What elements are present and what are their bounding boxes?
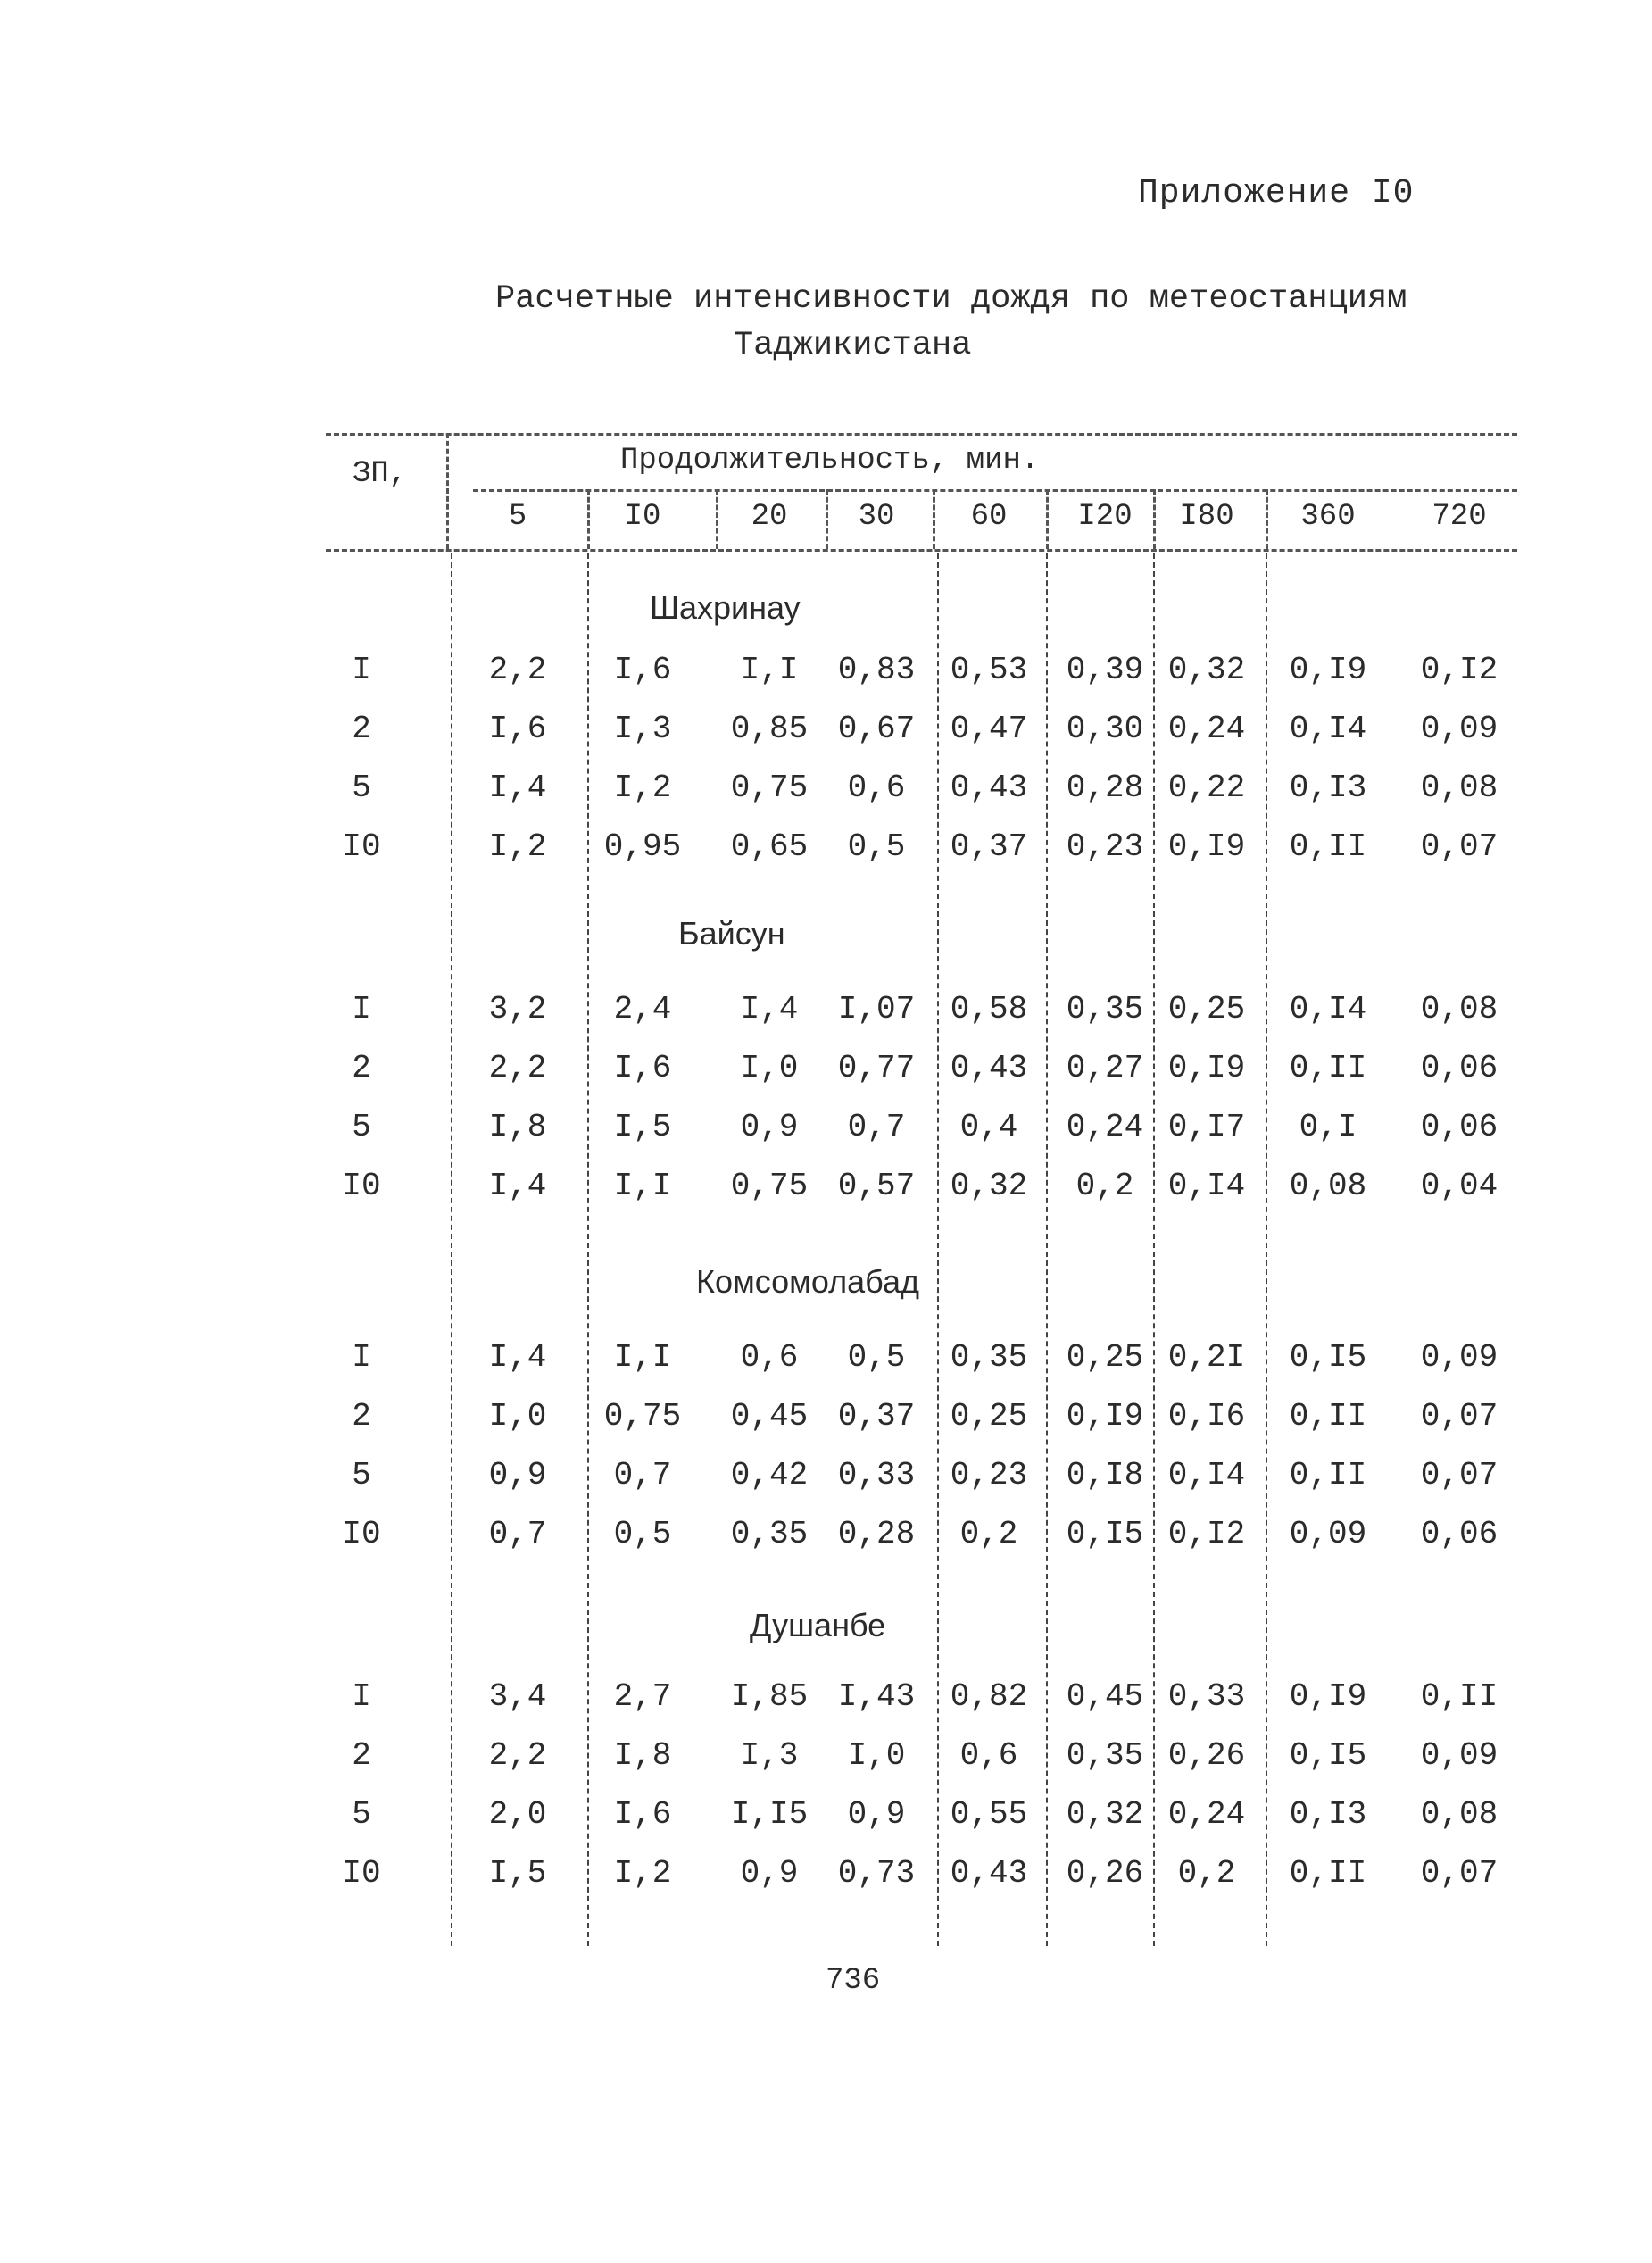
body-column-divider bbox=[587, 553, 589, 1946]
table-cell: 0,08 bbox=[1420, 770, 1498, 806]
table-cell: 0,43 bbox=[950, 770, 1028, 806]
table-cell: 0,24 bbox=[1167, 711, 1246, 747]
table-cell: 0,06 bbox=[1420, 1109, 1498, 1145]
header-column-divider bbox=[1153, 489, 1156, 549]
column-header-3: 20 bbox=[751, 500, 788, 534]
table-cell: 0,9 bbox=[847, 1796, 906, 1833]
table-cell: 0,35 bbox=[730, 1516, 809, 1552]
table-cell: I,2 bbox=[488, 828, 547, 865]
table-cell: 3,2 bbox=[488, 991, 547, 1028]
table-cell: I,5 bbox=[488, 1855, 547, 1892]
table-cell: 0,73 bbox=[837, 1855, 916, 1892]
table-cell: 0,II bbox=[1289, 1855, 1367, 1892]
table-cell: 0,I9 bbox=[1289, 1678, 1367, 1715]
table-cell: 0,65 bbox=[730, 828, 809, 865]
row-p-value: 2 bbox=[352, 1398, 371, 1435]
table-cell: 0,83 bbox=[837, 652, 916, 688]
table-cell: 0,58 bbox=[950, 991, 1028, 1028]
table-cell: 0,I5 bbox=[1066, 1516, 1144, 1552]
table-cell: 0,5 bbox=[847, 828, 906, 865]
table-cell: 0,37 bbox=[837, 1398, 916, 1435]
table-cell: 0,6 bbox=[959, 1737, 1018, 1774]
table-cell: 0,43 bbox=[950, 1855, 1028, 1892]
table-cell: 0,08 bbox=[1289, 1168, 1367, 1204]
table-cell: 0,22 bbox=[1167, 770, 1246, 806]
table-cell: I,2 bbox=[613, 1855, 672, 1892]
table-cell: 0,43 bbox=[950, 1050, 1028, 1086]
table-cell: 0,75 bbox=[603, 1398, 682, 1435]
table-cell: 2,2 bbox=[488, 652, 547, 688]
table-cell: I,6 bbox=[613, 1796, 672, 1833]
table-cell: 0,I9 bbox=[1066, 1398, 1144, 1435]
table-cell: 0,85 bbox=[730, 711, 809, 747]
table-cell: I,I bbox=[613, 1339, 672, 1376]
table-cell: 0,I4 bbox=[1289, 711, 1367, 747]
table-cell: 0,25 bbox=[950, 1398, 1028, 1435]
table-cell: 0,II bbox=[1289, 1050, 1367, 1086]
station-name: Душанбе bbox=[750, 1607, 886, 1643]
table-cell: I,8 bbox=[488, 1109, 547, 1145]
table-cell: 0,I9 bbox=[1167, 828, 1246, 865]
table-cell: 0,39 bbox=[1066, 652, 1144, 688]
table-cell: 2,0 bbox=[488, 1796, 547, 1833]
table-cell: I,5 bbox=[613, 1109, 672, 1145]
table-cell: 0,I4 bbox=[1167, 1457, 1246, 1493]
table-cell: 0,30 bbox=[1066, 711, 1144, 747]
row-p-value: 2 bbox=[352, 711, 371, 747]
column-header-4: 30 bbox=[858, 500, 895, 534]
table-cell: 0,25 bbox=[1167, 991, 1246, 1028]
table-cell: 0,II bbox=[1289, 828, 1367, 865]
table-cell: 0,9 bbox=[740, 1855, 799, 1892]
table-cell: 0,I4 bbox=[1289, 991, 1367, 1028]
table-cell: 0,2 bbox=[1075, 1168, 1134, 1204]
table-cell: 0,24 bbox=[1167, 1796, 1246, 1833]
column-header-7: I80 bbox=[1179, 500, 1234, 534]
table-cell: I,85 bbox=[730, 1678, 809, 1715]
table-cell: 0,06 bbox=[1420, 1050, 1498, 1086]
table-cell: I,I5 bbox=[730, 1796, 809, 1833]
row-p-value: I0 bbox=[342, 1168, 381, 1204]
table-cell: 0,07 bbox=[1420, 1398, 1498, 1435]
table-cell: I,43 bbox=[837, 1678, 916, 1715]
row-p-value: I bbox=[352, 652, 371, 688]
header-mid-rule bbox=[473, 489, 1517, 492]
table-cell: 0,26 bbox=[1167, 1737, 1246, 1774]
table-cell: I,I bbox=[740, 652, 799, 688]
table-cell: 0,07 bbox=[1420, 828, 1498, 865]
station-name: Байсун bbox=[678, 915, 785, 952]
row-p-value: 5 bbox=[352, 770, 371, 806]
table-cell: 0,07 bbox=[1420, 1457, 1498, 1493]
header-column-divider bbox=[933, 489, 935, 549]
table-cell: 0,67 bbox=[837, 711, 916, 747]
table-cell: 0,09 bbox=[1420, 1737, 1498, 1774]
table-cell: I,4 bbox=[488, 1168, 547, 1204]
header-column-divider bbox=[1266, 489, 1268, 549]
row-p-value: 5 bbox=[352, 1796, 371, 1833]
row-p-value: I0 bbox=[342, 828, 381, 865]
table-cell: 0,08 bbox=[1420, 1796, 1498, 1833]
column-header-9: 720 bbox=[1432, 500, 1487, 534]
table-cell: I,0 bbox=[740, 1050, 799, 1086]
body-column-divider bbox=[1046, 553, 1048, 1946]
table-cell: 0,II bbox=[1289, 1457, 1367, 1493]
table-cell: 0,09 bbox=[1420, 711, 1498, 747]
column-header-6: I20 bbox=[1077, 500, 1133, 534]
column-header-5: 60 bbox=[970, 500, 1008, 534]
table-cell: 0,35 bbox=[950, 1339, 1028, 1376]
table-cell: 0,32 bbox=[1066, 1796, 1144, 1833]
table-cell: I,0 bbox=[847, 1737, 906, 1774]
table-cell: 0,23 bbox=[950, 1457, 1028, 1493]
appendix-label: Приложение I0 bbox=[1138, 174, 1415, 212]
table-cell: 0,75 bbox=[730, 1168, 809, 1204]
row-p-value: 2 bbox=[352, 1050, 371, 1086]
table-cell: 0,I9 bbox=[1167, 1050, 1246, 1086]
table-cell: 2,7 bbox=[613, 1678, 672, 1715]
table-cell: 0,I8 bbox=[1066, 1457, 1144, 1493]
table-cell: 0,32 bbox=[950, 1168, 1028, 1204]
body-column-divider bbox=[451, 553, 452, 1946]
table-cell: I,I bbox=[613, 1168, 672, 1204]
table-cell: 0,9 bbox=[488, 1457, 547, 1493]
row-p-value: 5 bbox=[352, 1109, 371, 1145]
table-cell: 0,5 bbox=[613, 1516, 672, 1552]
table-cell: 0,2I bbox=[1167, 1339, 1246, 1376]
table-cell: 0,45 bbox=[1066, 1678, 1144, 1715]
table-cell: 0,82 bbox=[950, 1678, 1028, 1715]
page-number: 736 bbox=[826, 1964, 881, 1998]
header-bottom-rule bbox=[326, 549, 1517, 552]
body-column-divider bbox=[937, 553, 939, 1946]
table-cell: 0,6 bbox=[740, 1339, 799, 1376]
station-name: Шахринау bbox=[650, 589, 801, 626]
table-cell: 0,57 bbox=[837, 1168, 916, 1204]
table-cell: 2,4 bbox=[613, 991, 672, 1028]
title-line-1: Расчетные интенсивности дождя по метеостанциям bbox=[495, 280, 1407, 318]
table-cell: 0,09 bbox=[1420, 1339, 1498, 1376]
row-p-value: I bbox=[352, 1678, 371, 1715]
table-cell: 0,95 bbox=[603, 828, 682, 865]
table-cell: 2,2 bbox=[488, 1737, 547, 1774]
table-cell: 0,06 bbox=[1420, 1516, 1498, 1552]
table-cell: 0,77 bbox=[837, 1050, 916, 1086]
table-cell: 0,28 bbox=[1066, 770, 1144, 806]
table-cell: 0,4 bbox=[959, 1109, 1018, 1145]
row-p-value: I0 bbox=[342, 1855, 381, 1892]
row-p-value: 2 bbox=[352, 1737, 371, 1774]
table-cell: 0,33 bbox=[837, 1457, 916, 1493]
table-cell: 0,I5 bbox=[1289, 1737, 1367, 1774]
body-column-divider bbox=[1153, 553, 1155, 1946]
table-cell: I,3 bbox=[613, 711, 672, 747]
column-header-1: 5 bbox=[508, 500, 527, 534]
table-cell: I,2 bbox=[613, 770, 672, 806]
table-cell: 0,35 bbox=[1066, 991, 1144, 1028]
table-cell: 0,75 bbox=[730, 770, 809, 806]
table-cell: I,6 bbox=[613, 652, 672, 688]
header-column-divider bbox=[716, 489, 718, 549]
table-cell: 0,I7 bbox=[1167, 1109, 1246, 1145]
table-cell: 0,7 bbox=[613, 1457, 672, 1493]
table-cell: 0,42 bbox=[730, 1457, 809, 1493]
table-cell: 0,35 bbox=[1066, 1737, 1144, 1774]
row-p-value: I bbox=[352, 991, 371, 1028]
table-cell: 0,25 bbox=[1066, 1339, 1144, 1376]
table-cell: I,4 bbox=[488, 1339, 547, 1376]
table-cell: 0,47 bbox=[950, 711, 1028, 747]
table-cell: 0,27 bbox=[1066, 1050, 1144, 1086]
table-cell: 0,II bbox=[1289, 1398, 1367, 1435]
table-cell: I,6 bbox=[613, 1050, 672, 1086]
table-cell: 0,2 bbox=[1177, 1855, 1236, 1892]
table-cell: 3,4 bbox=[488, 1678, 547, 1715]
table-cell: 0,26 bbox=[1066, 1855, 1144, 1892]
table-cell: 0,I bbox=[1299, 1109, 1357, 1145]
table-cell: I,8 bbox=[613, 1737, 672, 1774]
table-cell: 0,37 bbox=[950, 828, 1028, 865]
table-cell: I,4 bbox=[488, 770, 547, 806]
table-cell: 0,28 bbox=[837, 1516, 916, 1552]
table-cell: 0,I6 bbox=[1167, 1398, 1246, 1435]
header-column-divider bbox=[587, 489, 590, 549]
table-cell: I,07 bbox=[837, 991, 916, 1028]
header-column-divider bbox=[1046, 489, 1049, 549]
table-cell: 0,7 bbox=[488, 1516, 547, 1552]
p-column-header: ЗП, bbox=[353, 457, 408, 491]
column-header-2: I0 bbox=[624, 500, 661, 534]
table-cell: 0,I3 bbox=[1289, 1796, 1367, 1833]
row-p-value: I0 bbox=[342, 1516, 381, 1552]
table-cell: I,4 bbox=[740, 991, 799, 1028]
table-cell: 0,08 bbox=[1420, 991, 1498, 1028]
table-cell: 0,24 bbox=[1066, 1109, 1144, 1145]
table-top-rule bbox=[326, 433, 1517, 436]
row-p-value: I bbox=[352, 1339, 371, 1376]
table-cell: 0,I5 bbox=[1289, 1339, 1367, 1376]
row-p-value: 5 bbox=[352, 1457, 371, 1493]
table-cell: I,0 bbox=[488, 1398, 547, 1435]
table-cell: 0,07 bbox=[1420, 1855, 1498, 1892]
table-cell: 0,23 bbox=[1066, 828, 1144, 865]
table-cell: 0,33 bbox=[1167, 1678, 1246, 1715]
table-cell: 0,5 bbox=[847, 1339, 906, 1376]
table-cell: 0,53 bbox=[950, 652, 1028, 688]
table-cell: 0,I2 bbox=[1167, 1516, 1246, 1552]
table-cell: 2,2 bbox=[488, 1050, 547, 1086]
table-cell: I,3 bbox=[740, 1737, 799, 1774]
table-cell: 0,I4 bbox=[1167, 1168, 1246, 1204]
table-cell: 0,09 bbox=[1289, 1516, 1367, 1552]
duration-header: Продолжительность, мин. bbox=[620, 444, 1040, 478]
body-column-divider bbox=[1266, 553, 1267, 1946]
title-line-2: Таджикистана bbox=[734, 327, 972, 364]
table-cell: 0,9 bbox=[740, 1109, 799, 1145]
table-cell: 0,45 bbox=[730, 1398, 809, 1435]
table-cell: I,6 bbox=[488, 711, 547, 747]
table-cell: 0,I3 bbox=[1289, 770, 1367, 806]
table-cell: 0,04 bbox=[1420, 1168, 1498, 1204]
table-cell: 0,6 bbox=[847, 770, 906, 806]
header-column-divider bbox=[446, 433, 449, 549]
table-cell: 0,I2 bbox=[1420, 652, 1498, 688]
header-column-divider bbox=[826, 489, 828, 549]
table-cell: 0,I9 bbox=[1289, 652, 1367, 688]
column-header-8: 360 bbox=[1300, 500, 1356, 534]
table-cell: 0,II bbox=[1420, 1678, 1498, 1715]
table-cell: 0,2 bbox=[959, 1516, 1018, 1552]
table-cell: 0,55 bbox=[950, 1796, 1028, 1833]
table-cell: 0,32 bbox=[1167, 652, 1246, 688]
station-name: Комсомолабад bbox=[696, 1263, 919, 1300]
table-cell: 0,7 bbox=[847, 1109, 906, 1145]
